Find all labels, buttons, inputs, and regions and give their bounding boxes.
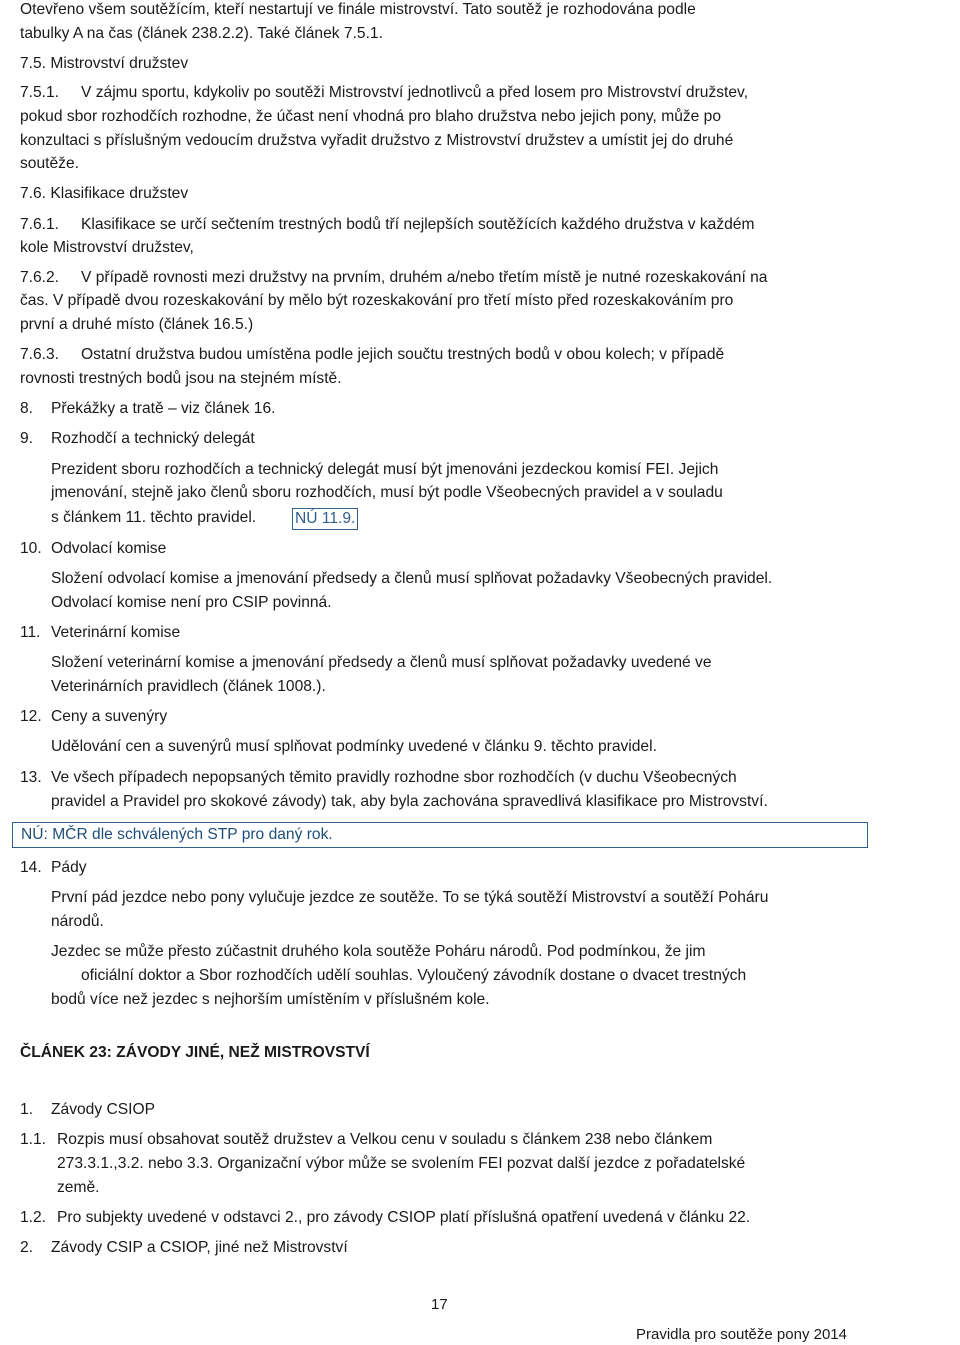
- paragraph-line: Ve všech případech nepopsaných těmito pravidly rozhodne sbor rozhodčích (v duchu Všeobecných: [51, 769, 737, 786]
- paragraph-line: Udělování cen a suvenýrů musí splňovat podmínky uvedené v článku 9. těchto pravidel.: [51, 738, 657, 755]
- paragraph-line: Složení odvolací komise a jmenování předsedy a členů musí splňovat požadavky Všeobecných pravidel.: [51, 570, 773, 587]
- paragraph-line: čas. V případě dvou rozeskakování by mělo být rozeskakování pro třetí místo před rozeskakováním pro: [20, 292, 734, 309]
- section-number: 1.2.: [20, 1209, 47, 1226]
- section-number: 7.6.2.: [20, 269, 60, 286]
- section-heading: Veterinární komise: [51, 624, 181, 641]
- paragraph-line: soutěže.: [20, 155, 79, 172]
- paragraph-line: 273.3.1.,3.2. nebo 3.3. Organizační výbor může se svolením FEI pozvat další jezdce z pořadatelské: [57, 1155, 746, 1172]
- section-number: 10.: [20, 540, 42, 557]
- paragraph-line: kole Mistrovství družstev,: [20, 239, 194, 256]
- section-number: 1.: [20, 1101, 34, 1118]
- section-number: 1.1.: [20, 1131, 47, 1148]
- section-heading: 7.6. Klasifikace družstev: [20, 185, 189, 202]
- section-heading: Překážky a tratě – viz článek 16.: [51, 400, 276, 417]
- paragraph-line: Pro subjekty uvedené v odstavci 2., pro závody CSIOP platí příslušná opatření uvedená v článku 22.: [57, 1209, 751, 1226]
- paragraph-line: pravidel a Pravidel pro skokové závody) tak, aby byla zachována spravedlivá klasifikace pro Mistrovství.: [51, 793, 768, 810]
- paragraph-line: Ostatní družstva budou umístěna podle jejich součtu trestných bodů v obou kolech; v případě: [81, 346, 725, 363]
- section-number: 12.: [20, 708, 42, 725]
- national-rule-reference[interactable]: [292, 508, 358, 530]
- paragraph-line: V případě rovnosti mezi družstvy na prvním, druhém a/nebo třetím místě je nutné rozeskakování na: [81, 269, 768, 286]
- section-number: 7.6.1.: [20, 216, 60, 233]
- paragraph-line: pokud sbor rozhodčích rozhodne, že účast není vhodná pro blaho družstva nebo jejich pony, může po: [20, 108, 722, 125]
- section-heading: Odvolací komise: [51, 540, 167, 557]
- article-heading: ČLÁNEK 23: ZÁVODY JINÉ, NEŽ MISTROVSTVÍ: [20, 1044, 370, 1061]
- section-heading: Závody CSIP a CSIOP, jiné než Mistrovství: [51, 1239, 348, 1256]
- paragraph-line: Klasifikace se určí sečtením trestných bodů tří nejlepších soutěžících každého družstva v každém: [81, 216, 755, 233]
- national-note-text: NÚ: MČR dle schválených STP pro daný rok.: [21, 826, 333, 843]
- page-number: 17: [431, 1296, 448, 1313]
- paragraph-line: rovnosti trestných bodů jsou na stejném místě.: [20, 370, 342, 387]
- paragraph-line: první a druhé místo (článek 16.5.): [20, 316, 254, 333]
- section-number: 2.: [20, 1239, 34, 1256]
- section-heading: Závody CSIOP: [51, 1101, 155, 1118]
- paragraph-line: země.: [57, 1179, 100, 1196]
- section-number: 11.: [20, 624, 41, 641]
- paragraph-line: Složení veterinární komise a jmenování předsedy a členů musí splňovat požadavky uvedené ve: [51, 654, 712, 671]
- section-number: 14.: [20, 859, 42, 876]
- document-title-footer: Pravidla pro soutěže pony 2014: [636, 1326, 847, 1343]
- section-heading: Ceny a suvenýry: [51, 708, 168, 725]
- national-note-box: [12, 822, 868, 848]
- national-rule-link[interactable]: NÚ 11.9.: [292, 508, 358, 530]
- section-number: 9.: [20, 430, 34, 447]
- paragraph-line: Otevřeno všem soutěžícím, kteří nestartují ve finále mistrovství. Tato soutěž je rozhodována podle: [20, 1, 696, 18]
- paragraph-line: Prezident sboru rozhodčích a technický delegát musí být jmenováni jezdeckou komisí FEI. Jejich: [51, 461, 719, 478]
- paragraph-line: Rozpis musí obsahovat soutěž družstev a Velkou cenu v souladu s článkem 238 nebo článkem: [57, 1131, 713, 1148]
- section-heading: Rozhodčí a technický delegát: [51, 430, 255, 447]
- section-number: 7.6.3.: [20, 346, 60, 363]
- paragraph-line: oficiální doktor a Sbor rozhodčích udělí souhlas. Vyloučený závodník dostane o dvacet trestných: [81, 967, 747, 984]
- section-heading: 7.5. Mistrovství družstev: [20, 55, 189, 72]
- paragraph-line: bodů více než jezdec s nejhorším umístěním v příslušném kole.: [51, 991, 490, 1008]
- paragraph-line: s článkem 11. těchto pravidel.: [51, 509, 257, 526]
- paragraph-line: Jezdec se může přesto zúčastnit druhého kola soutěže Poháru národů. Pod podmínkou, že jim: [51, 943, 706, 960]
- section-number: 8.: [20, 400, 34, 417]
- paragraph-line: První pád jezdce nebo pony vylučuje jezdce ze soutěže. To se týká soutěží Mistrovství a soutěží Poháru: [51, 889, 769, 906]
- paragraph-line: Odvolací komise není pro CSIP povinná.: [51, 594, 332, 611]
- paragraph-line: národů.: [51, 913, 104, 930]
- paragraph-line: jmenování, stejně jako členů sboru rozhodčích, musí být podle Všeobecných pravidel a v souladu: [51, 484, 723, 501]
- section-number: 13.: [20, 769, 42, 786]
- paragraph-line: V zájmu sportu, kdykoliv po soutěži Mistrovství jednotlivců a před losem pro Mistrovství družstev,: [81, 84, 749, 101]
- paragraph-line: Veterinárních pravidlech (článek 1008.).: [51, 678, 326, 695]
- paragraph-line: tabulky A na čas (článek 238.2.2). Také článek 7.5.1.: [20, 25, 383, 42]
- paragraph-line: konzultaci s příslušným vedoucím družstva vyřadit družstvo z Mistrovství družstev a umístit jej do druhé: [20, 132, 734, 149]
- section-heading: Pády: [51, 859, 87, 876]
- section-number: 7.5.1.: [20, 84, 60, 101]
